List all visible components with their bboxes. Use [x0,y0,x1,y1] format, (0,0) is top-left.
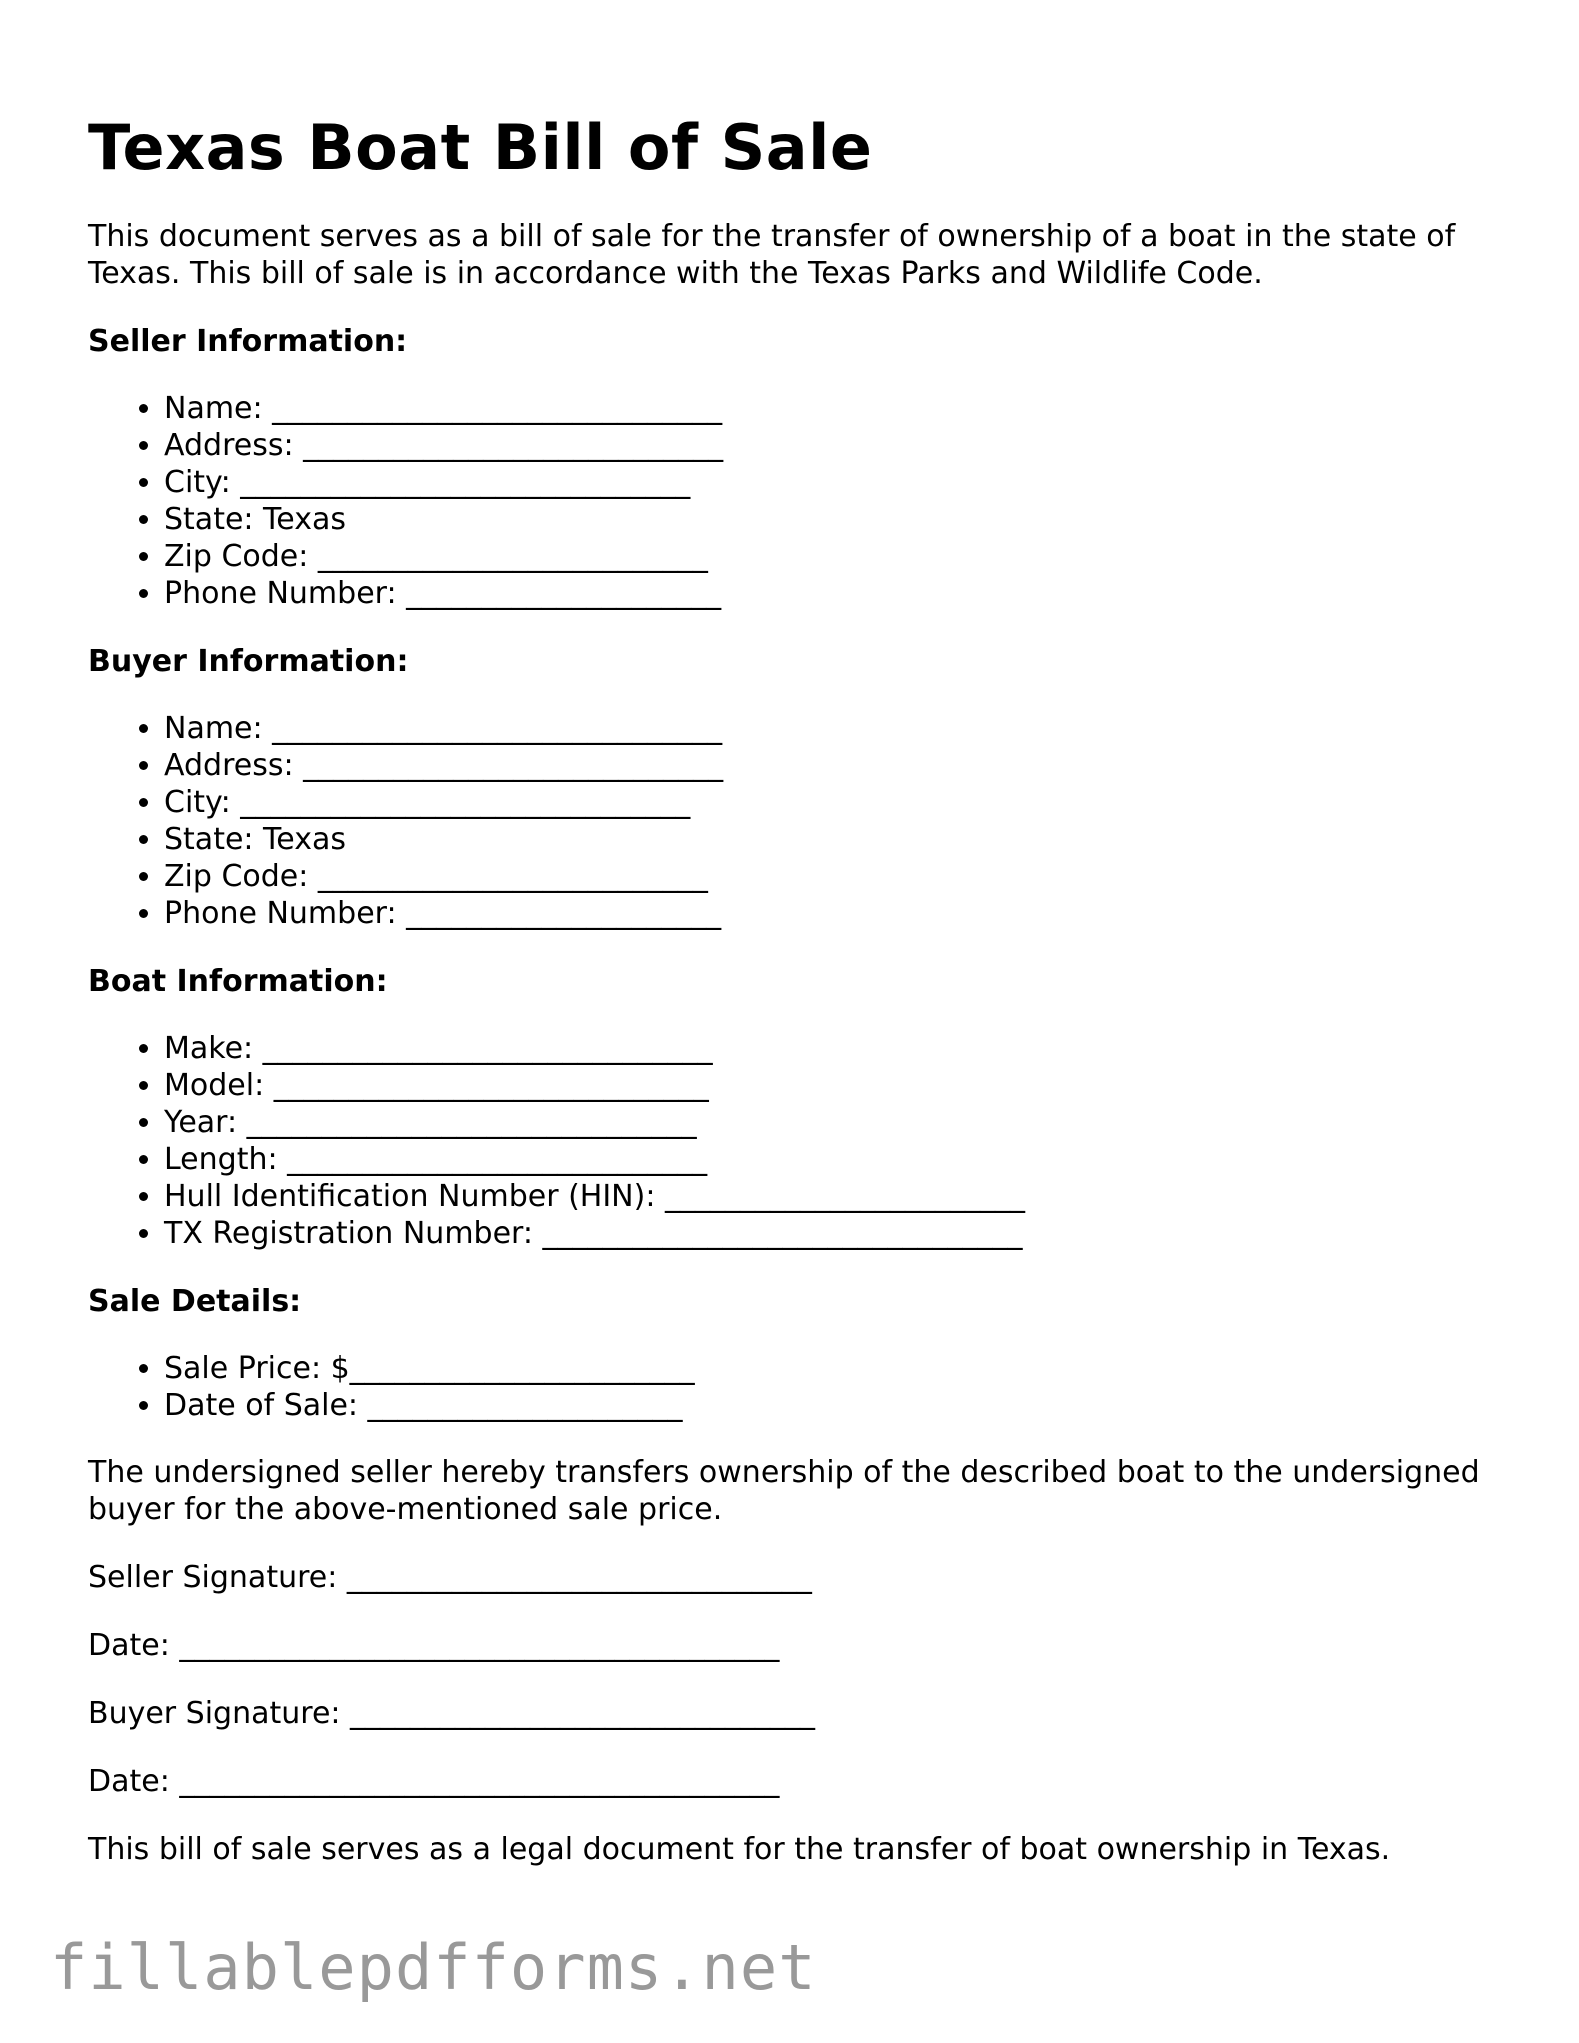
seller-state: • State: Texas [164,501,1508,538]
seller-address-field[interactable]: • Address: ____________________________ [164,427,1508,464]
boat-make-field[interactable]: • Make: ______________________________ [164,1030,1508,1067]
seller-list [88,390,1508,612]
boat-hin-field[interactable]: • Hull Identification Number (HIN): ________________________ [164,1178,1508,1215]
sale-price-field[interactable]: • Sale Price: $_______________________ [164,1350,1508,1387]
boat-model-field[interactable]: • Model: _____________________________ [164,1067,1508,1104]
buyer-state: • State: Texas [164,821,1508,858]
sale-date-field[interactable]: • Date of Sale: _____________________ [164,1387,1508,1424]
page-title: Texas Boat Bill of Sale [88,111,873,184]
seller-name-field[interactable]: • Name: ______________________________ [164,390,1508,427]
sale-heading: Sale Details: [88,1284,302,1319]
seller-zip-field[interactable]: • Zip Code: __________________________ [164,538,1508,575]
buyer-heading: Buyer Information: [88,644,409,679]
seller-signature-field[interactable]: Seller Signature: _______________________________ [88,1560,812,1595]
seller-city-field[interactable]: • City: ______________________________ [164,464,1508,501]
closing-statement: This bill of sale serves as a legal document for the transfer of boat ownership in Texas. [88,1832,1391,1867]
boat-length-field[interactable]: • Length: ____________________________ [164,1141,1508,1178]
buyer-city-field[interactable]: • City: ______________________________ [164,784,1508,821]
seller-date-field[interactable]: Date: ________________________________________ [88,1628,780,1663]
seller-phone-field[interactable]: • Phone Number: _____________________ [164,575,1508,612]
watermark: fillablepdfforms.net [50,1931,817,2004]
boat-list [88,1030,1508,1252]
seller-heading: Seller Information: [88,324,408,359]
boat-heading: Boat Information: [88,964,388,999]
buyer-name-field[interactable]: • Name: ______________________________ [164,710,1508,747]
boat-year-field[interactable]: • Year: ______________________________ [164,1104,1508,1141]
buyer-signature-field[interactable]: Buyer Signature: _______________________________ [88,1696,816,1731]
boat-registration-field[interactable]: • TX Registration Number: ________________________________ [164,1215,1508,1252]
document-page [88,108,1508,1868]
transfer-statement: The undersigned seller hereby transfers ownership of the described boat to the undersigned buyer for the above-mentioned sale price. [88,1455,1480,1527]
intro-paragraph: This document serves as a bill of sale for the transfer of ownership of a boat in the state of Texas. This bill of sale is in accordance with the Texas Parks and Wildlife Code. [88,219,1456,291]
buyer-zip-field[interactable]: • Zip Code: __________________________ [164,858,1508,895]
buyer-date-field[interactable]: Date: ________________________________________ [88,1764,780,1799]
buyer-list [88,710,1508,932]
buyer-address-field[interactable]: • Address: ____________________________ [164,747,1508,784]
sale-list [88,1350,1508,1424]
buyer-phone-field[interactable]: • Phone Number: _____________________ [164,895,1508,932]
